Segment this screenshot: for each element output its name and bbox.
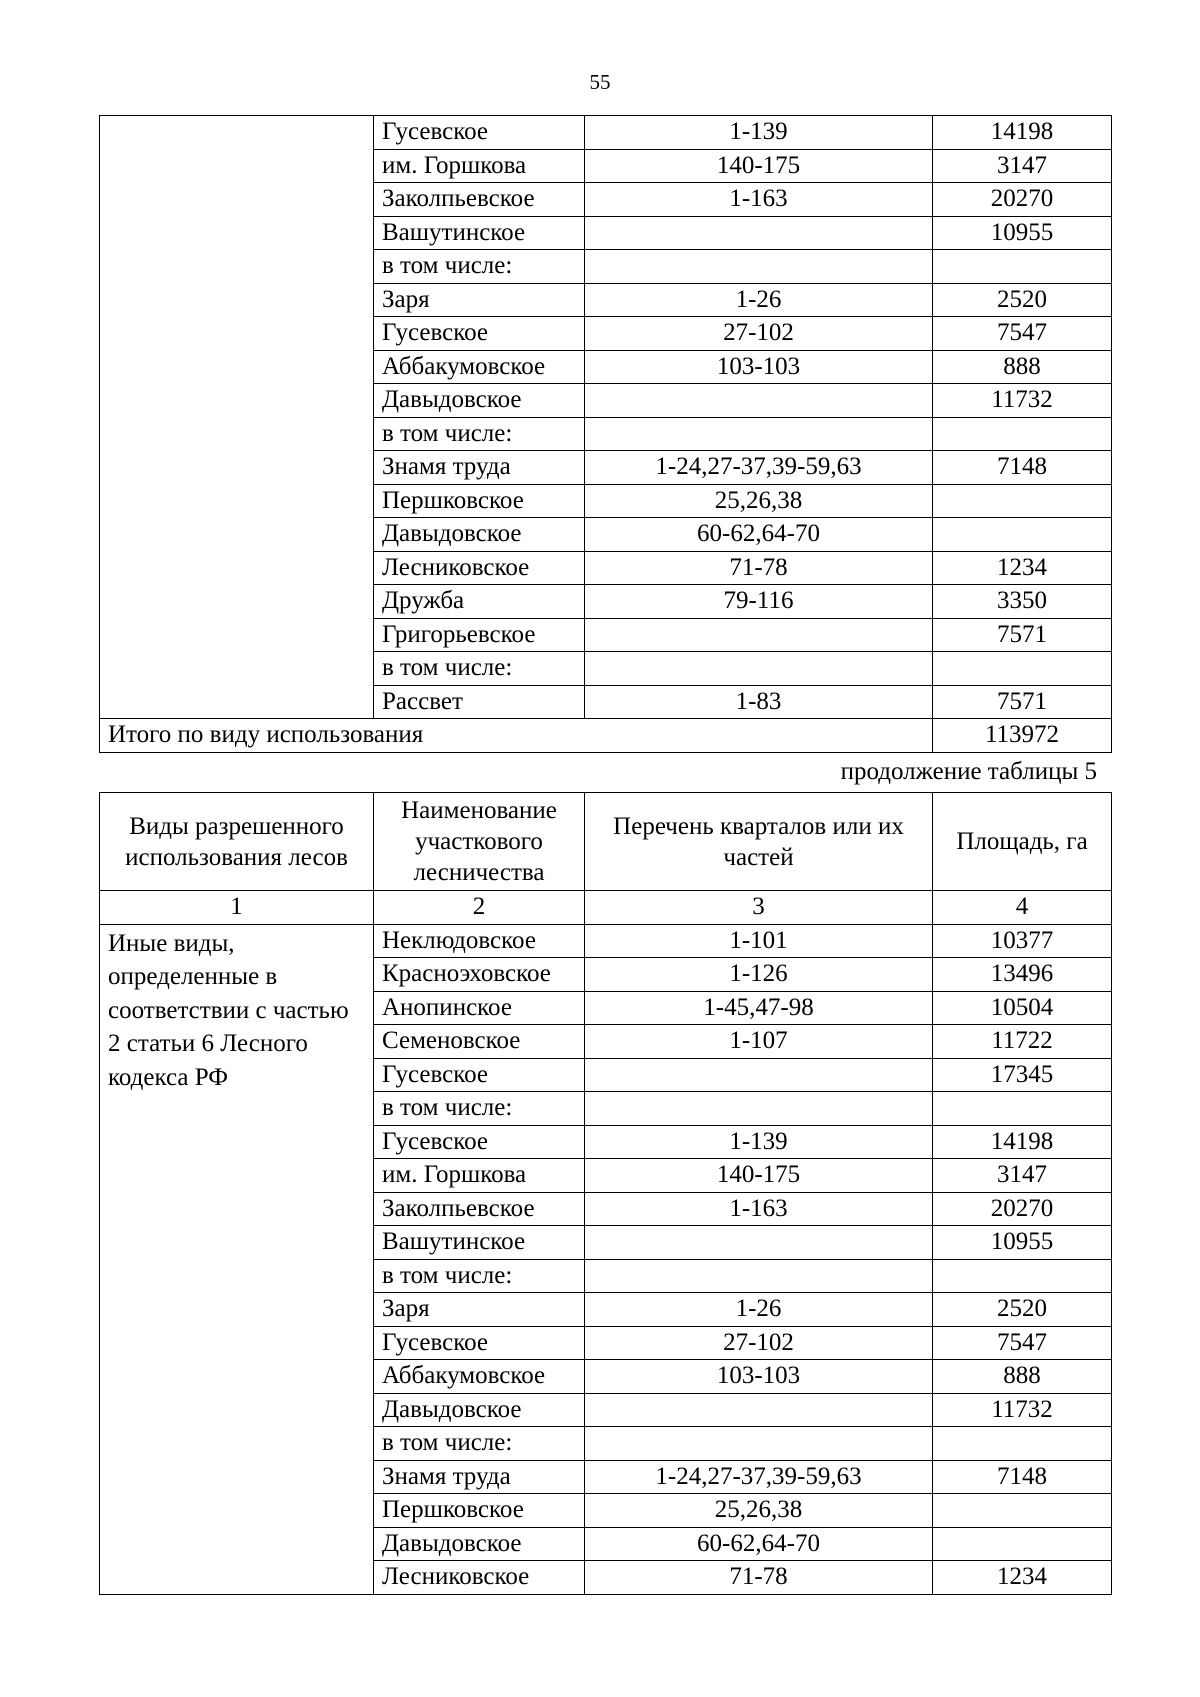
area-value: 10377 xyxy=(933,924,1112,958)
forestry-name: Семеновское xyxy=(374,1025,585,1059)
area-value: 888 xyxy=(933,1360,1112,1394)
area-value: 20270 xyxy=(933,183,1112,217)
area-value: 7547 xyxy=(933,317,1112,351)
quarters-list: 71-78 xyxy=(585,1561,933,1595)
quarters-list: 25,26,38 xyxy=(585,1494,933,1528)
quarters-list: 79-116 xyxy=(585,585,933,619)
header-cell: Наименование участкового лесничества xyxy=(374,793,585,891)
quarters-list: 27-102 xyxy=(585,317,933,351)
quarters-list: 1-24,27-37,39-59,63 xyxy=(585,1460,933,1494)
forestry-name: Гусевское xyxy=(374,317,585,351)
forestry-name: Вашутинское xyxy=(374,1226,585,1260)
area-value xyxy=(933,652,1112,686)
forestry-name: Дружба xyxy=(374,585,585,619)
area-value: 7547 xyxy=(933,1326,1112,1360)
area-value: 14198 xyxy=(933,1125,1112,1159)
continuation-label: продолжение таблицы 5 xyxy=(840,758,1097,785)
header-cell: Виды разрешенного использования лесов xyxy=(100,793,374,891)
quarters-list: 25,26,38 xyxy=(585,484,933,518)
quarters-list xyxy=(585,1226,933,1260)
forestry-name: им. Горшкова xyxy=(374,1159,585,1193)
forestry-name: Заря xyxy=(374,1293,585,1327)
forestry-name: Вашутинское xyxy=(374,216,585,250)
total-label: Итого по виду использования xyxy=(100,719,933,753)
area-value: 7571 xyxy=(933,618,1112,652)
quarters-list: 1-107 xyxy=(585,1025,933,1059)
forestry-name: Анопинское xyxy=(374,991,585,1025)
quarters-list xyxy=(585,1058,933,1092)
forestry-name: Давыдовское xyxy=(374,1393,585,1427)
quarters-list: 1-126 xyxy=(585,958,933,992)
area-value: 1234 xyxy=(933,551,1112,585)
forestry-name: в том числе: xyxy=(374,1427,585,1461)
quarters-list: 140-175 xyxy=(585,1159,933,1193)
forestry-name: Гусевское xyxy=(374,1326,585,1360)
area-value: 13496 xyxy=(933,958,1112,992)
area-value: 10504 xyxy=(933,991,1112,1025)
forestry-name: Гусевское xyxy=(374,1058,585,1092)
area-value xyxy=(933,1092,1112,1126)
area-value: 7148 xyxy=(933,1460,1112,1494)
quarters-list: 1-26 xyxy=(585,283,933,317)
column-number: 3 xyxy=(585,891,933,925)
area-value: 11722 xyxy=(933,1025,1112,1059)
area-value: 14198 xyxy=(933,116,1112,150)
quarters-list xyxy=(585,216,933,250)
quarters-list xyxy=(585,1092,933,1126)
quarters-list: 1-26 xyxy=(585,1293,933,1327)
table-row xyxy=(100,116,1112,150)
quarters-list: 27-102 xyxy=(585,1326,933,1360)
header-cell: Площадь, га xyxy=(933,793,1112,891)
column-number: 4 xyxy=(933,891,1112,925)
quarters-list: 1-45,47-98 xyxy=(585,991,933,1025)
column-number-row xyxy=(100,891,1112,925)
total-row xyxy=(100,719,1112,753)
forestry-name: в том числе: xyxy=(374,250,585,284)
forestry-name: Григорьевское xyxy=(374,618,585,652)
forest-table-bottom xyxy=(99,792,1112,1595)
forestry-name: Знамя труда xyxy=(374,1460,585,1494)
quarters-list: 1-163 xyxy=(585,1192,933,1226)
forestry-name: Неклюдовское xyxy=(374,924,585,958)
quarters-list: 103-103 xyxy=(585,1360,933,1394)
area-value: 7148 xyxy=(933,451,1112,485)
area-value: 11732 xyxy=(933,1393,1112,1427)
use-type-cell xyxy=(100,116,374,719)
area-value: 888 xyxy=(933,350,1112,384)
forestry-name: Знамя труда xyxy=(374,451,585,485)
area-value xyxy=(933,518,1112,552)
area-value xyxy=(933,250,1112,284)
table-row xyxy=(100,924,1112,958)
area-value: 1234 xyxy=(933,1561,1112,1595)
quarters-list: 140-175 xyxy=(585,149,933,183)
forestry-name: им. Горшкова xyxy=(374,149,585,183)
area-value xyxy=(933,417,1112,451)
quarters-list: 103-103 xyxy=(585,350,933,384)
forestry-name: в том числе: xyxy=(374,417,585,451)
area-value: 20270 xyxy=(933,1192,1112,1226)
quarters-list: 60-62,64-70 xyxy=(585,518,933,552)
area-value: 3350 xyxy=(933,585,1112,619)
forestry-name: Заколпьевское xyxy=(374,183,585,217)
forestry-name: Першковское xyxy=(374,1494,585,1528)
forestry-name: в том числе: xyxy=(374,1092,585,1126)
use-type-cell: Иные виды, определенные в соответствии с частью 2 статьи 6 Лесного кодекса РФ xyxy=(100,924,374,1594)
area-value: 2520 xyxy=(933,283,1112,317)
area-value xyxy=(933,484,1112,518)
area-value: 7571 xyxy=(933,685,1112,719)
quarters-list xyxy=(585,1393,933,1427)
quarters-list xyxy=(585,417,933,451)
quarters-list: 60-62,64-70 xyxy=(585,1527,933,1561)
forestry-name: Лесниковское xyxy=(374,1561,585,1595)
area-value: 10955 xyxy=(933,216,1112,250)
forestry-name: Давыдовское xyxy=(374,518,585,552)
forestry-name: в том числе: xyxy=(374,652,585,686)
total-value: 113972 xyxy=(933,719,1112,753)
forestry-name: Заря xyxy=(374,283,585,317)
quarters-list xyxy=(585,1259,933,1293)
quarters-list xyxy=(585,652,933,686)
quarters-list: 71-78 xyxy=(585,551,933,585)
area-value: 2520 xyxy=(933,1293,1112,1327)
forestry-name: Лесниковское xyxy=(374,551,585,585)
area-value xyxy=(933,1494,1112,1528)
area-value xyxy=(933,1527,1112,1561)
forestry-name: Гусевское xyxy=(374,116,585,150)
area-value: 11732 xyxy=(933,384,1112,418)
area-value xyxy=(933,1259,1112,1293)
quarters-list: 1-83 xyxy=(585,685,933,719)
quarters-list: 1-139 xyxy=(585,116,933,150)
column-number: 2 xyxy=(374,891,585,925)
column-number: 1 xyxy=(100,891,374,925)
forestry-name: Давыдовское xyxy=(374,1527,585,1561)
page-number: 55 xyxy=(589,70,611,94)
quarters-list xyxy=(585,384,933,418)
area-value: 17345 xyxy=(933,1058,1112,1092)
forestry-name: Давыдовское xyxy=(374,384,585,418)
forestry-name: Першковское xyxy=(374,484,585,518)
header-row xyxy=(100,793,1112,891)
forestry-name: в том числе: xyxy=(374,1259,585,1293)
quarters-list: 1-101 xyxy=(585,924,933,958)
quarters-list: 1-139 xyxy=(585,1125,933,1159)
forestry-name: Красноэховское xyxy=(374,958,585,992)
area-value: 3147 xyxy=(933,149,1112,183)
area-value: 3147 xyxy=(933,1159,1112,1193)
quarters-list xyxy=(585,618,933,652)
quarters-list xyxy=(585,250,933,284)
forestry-name: Заколпьевское xyxy=(374,1192,585,1226)
forest-table-top xyxy=(99,115,1112,753)
header-cell: Перечень кварталов или их частей xyxy=(585,793,933,891)
forestry-name: Аббакумовское xyxy=(374,1360,585,1394)
quarters-list: 1-24,27-37,39-59,63 xyxy=(585,451,933,485)
forestry-name: Рассвет xyxy=(374,685,585,719)
quarters-list xyxy=(585,1427,933,1461)
quarters-list: 1-163 xyxy=(585,183,933,217)
area-value: 10955 xyxy=(933,1226,1112,1260)
forestry-name: Гусевское xyxy=(374,1125,585,1159)
area-value xyxy=(933,1427,1112,1461)
forestry-name: Аббакумовское xyxy=(374,350,585,384)
